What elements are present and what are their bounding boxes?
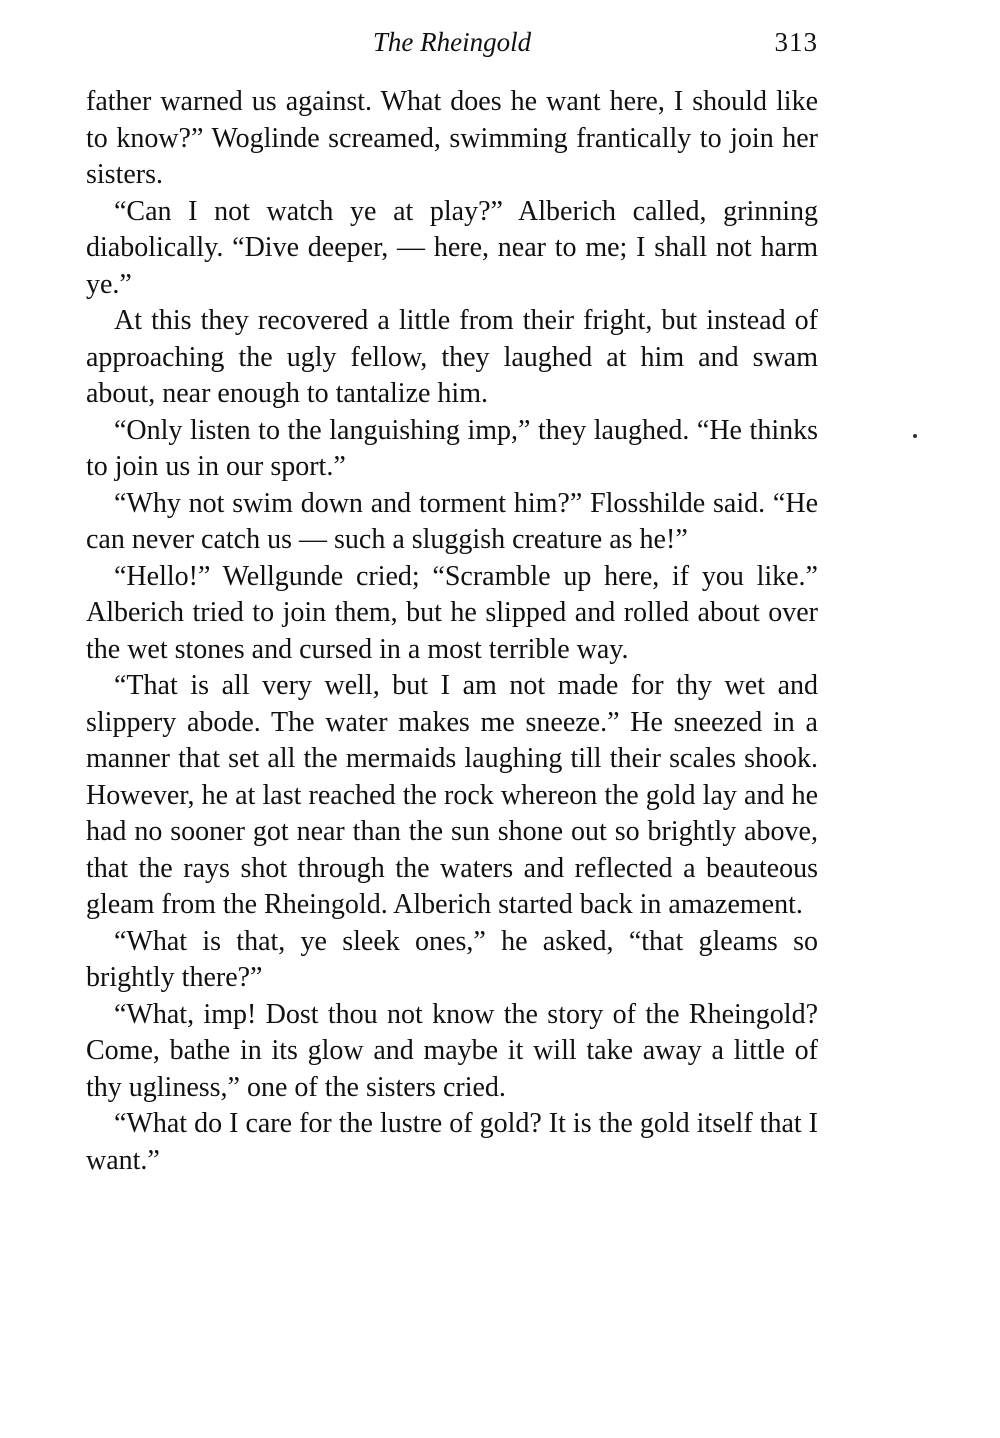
paragraph: “Only listen to the languishing imp,” they laughed. “He thinks to join us in our sport.” [86,414,818,482]
paragraph: At this they recovered a little from their fright, but instead of approaching the ugly fellow, they laughed at him and swam about, near enough to tantalize him. [86,305,818,409]
paragraph: “What do I care for the lustre of gold? It is the gold itself that I want.” [86,1108,818,1176]
body-text [86,84,818,1179]
paragraph: “Why not swim down and torment him?” Flosshilde said. “He can never catch us — such a sluggish creature as he!” [86,487,818,555]
paragraph: “Hello!” Wellgunde cried; “Scramble up here, if you like.” Alberich tried to join them, but he slipped and rolled about over the wet stones and cursed in a most terrible way. [86,560,818,665]
page-number: 313 [774,27,818,57]
paragraph: “That is all very well, but I am not made for thy wet and slippery abode. The water makes me sneeze.” He sneezed in a manner that set all the mermaids laughing till their scales shook. However, he at last reached the rock whereon the gold lay and he had no sooner got near than the sun shone out so brightly above, that the rays shot through the waters and reflected a beauteous gleam from the Rheingold. Alberich started back in amazement. [86,670,818,920]
paragraph: “What, imp! Dost thou not know the story of the Rheingold? Come, bathe in its glow and maybe it will take away a little of thy ugliness,” one of the sisters cried. [86,998,818,1103]
paragraph: “What is that, ye sleek ones,” he asked, “that gleams so brightly there?” [86,925,818,993]
running-title: The Rheingold [372,27,532,57]
running-head [86,22,818,62]
paragraph: “Can I not watch ye at play?” Alberich called, grinning diabolically. “Dive deeper, — here, near to me; I shall not harm ye.” [86,195,818,300]
paragraph: father warned us against. What does he want here, I should like to know?” Woglinde screamed, swimming frantically to join her sisters. [86,86,818,190]
scan-speck [913,434,917,438]
